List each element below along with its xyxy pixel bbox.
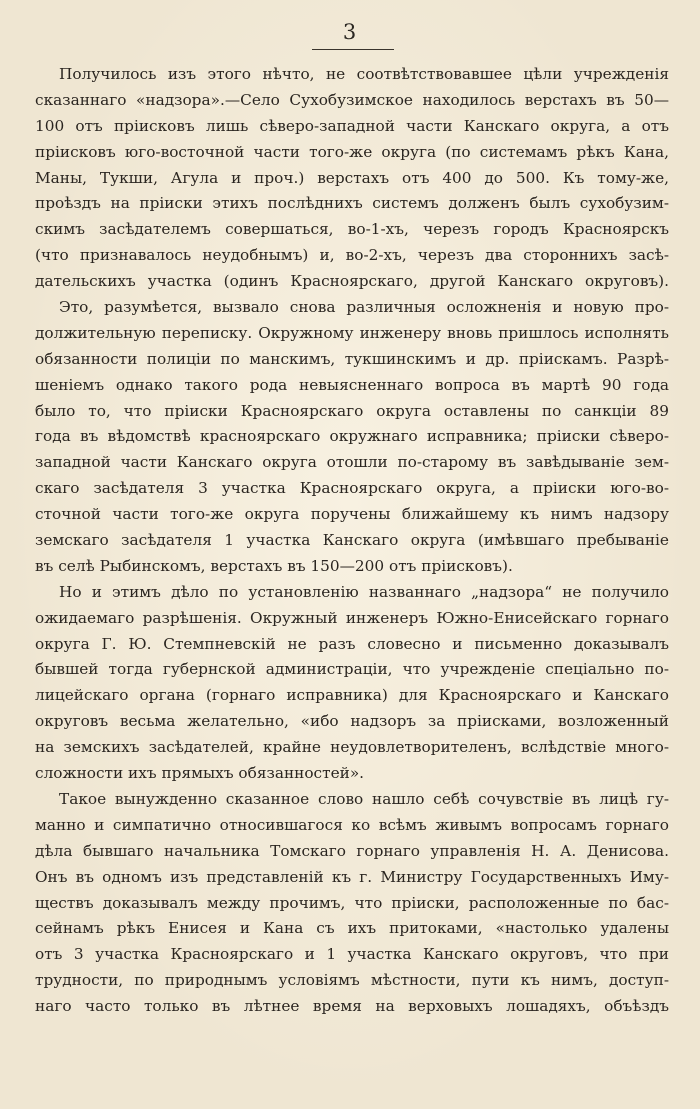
text-line: лицейскаго органа (горнаго исправника) для Красноярскаго и Канскаго [35,686,669,705]
text-line: обязанности полиціи по манскимъ, тукшинскимъ и др. пріискамъ. Разрѣ- [35,349,669,368]
text-line: проѣздъ на пріиски этихъ послѣднихъ системъ долженъ былъ сухобузим- [35,194,669,213]
paragraph-3 [35,580,669,787]
text-line: сейнамъ рѣкъ Енисея и Кана съ ихъ притоками, «настолько удалены [35,919,669,938]
text-line: скимъ засѣдателемъ совершаться, во-1-хъ, черезъ городъ Красноярскъ [35,220,669,239]
text-line: западной части Канскаго округа отошли по-старому въ завѣдываніе зем- [35,453,669,472]
text-line: сточной части того-же округа поручены ближайшему къ нимъ надзору [35,505,669,524]
text-line: сложности ихъ прямыхъ обязанностей». [35,764,365,783]
text-line: земскаго засѣдателя 1 участка Канскаго округа (имѣвшаго пребываніе [35,531,669,550]
text-line: Получилось изъ этого нѣчто, не соотвѣтствовавшее цѣли учрежденія [59,65,669,83]
text-line: въ селѣ Рыбинскомъ, верстахъ въ 150—200 отъ пріисковъ). [35,556,513,575]
text-line: отъ 3 участка Красноярскаго и 1 участка Канскаго округовъ, что при [35,945,669,964]
text-line: года въ вѣдомствѣ красноярскаго окружнаго исправника; пріиски сѣверо- [35,427,669,446]
paragraph-1 [35,62,669,295]
page-number: 3 [342,20,358,44]
text-line: ожидаемаго разрѣшенія. Окружный инженеръ Южно-Енисейскаго горнаго [35,608,669,627]
text-line: (что признавалось неудобнымъ) и, во-2-хъ, черезъ два стороннихъ засѣ- [35,246,669,265]
text-line: было то, что пріиски Красноярскаго округа оставлены по санкціи 89 [35,401,669,420]
text-line: шеніемъ однако такого рода невыясненнаго вопроса въ мартѣ 90 года [35,375,669,394]
paragraph-4 [35,787,669,1020]
text-line: дательскихъ участка (одинъ Красноярскаго, другой Канскаго округовъ). [35,272,669,291]
text-line: должительную переписку. Окружному инженеру вновь пришлось исполнять [35,323,669,342]
text-line: 100 отъ пріисковъ лишь сѣверо-западной части Канскаго округа, а отъ [35,116,669,135]
text-line: Такое вынужденно сказанное слово нашло себѣ сочувствіе въ лицѣ гу- [59,789,669,808]
text-line: Но и этимъ дѣло по установленію названнаго „надзора“ не получило [59,582,669,601]
header-rule [312,49,394,50]
text-line: Онъ въ одномъ изъ представленій къ г. Министру Государственныхъ Иму- [35,867,669,886]
body-text [35,62,669,1020]
text-line: на земскихъ засѣдателей, крайне неудовлетворителенъ, вслѣдствіе много- [35,738,669,757]
text-line: ществъ доказывалъ между прочимъ, что пріиски, расположенные по бас- [35,893,669,912]
text-line: трудности, по природнымъ условіямъ мѣстности, пути къ нимъ, доступ- [35,971,669,990]
text-line: округа Г. Ю. Стемпневскій не разъ словесно и письменно доказывалъ [35,634,669,653]
text-line: манно и симпатично относившагося ко всѣмъ живымъ вопросамъ горнаго [35,815,669,834]
text-line: бывшей тогда губернской администраціи, что учрежденіе спеціально по- [35,660,669,679]
paragraph-2 [35,295,669,580]
text-line: Маны, Тукши, Агула и проч.) верстахъ отъ 400 до 500. Къ тому-же, [35,168,669,187]
text-line: скаго засѣдателя 3 участка Красноярскаго округа, а пріиски юго-во- [35,479,669,498]
text-line: Это, разумѣется, вызвало снова различныя осложненія и новую про- [59,298,669,317]
text-line: округовъ весьма желательно, «ибо надзоръ за пріисками, возложенный [35,712,669,731]
text-line: пріисковъ юго-восточной части того-же округа (по системамъ рѣкъ Кана, [35,142,669,161]
text-line: сказаннаго «надзора».—Село Сухобузимское находилось верстахъ въ 50— [35,90,669,109]
text-line: наго часто только въ лѣтнее время на верховыхъ лошадяхъ, объѣздъ [35,997,669,1016]
text-line: дѣла бывшаго начальника Томскаго горнаго управленія Н. А. Денисова. [35,841,669,860]
